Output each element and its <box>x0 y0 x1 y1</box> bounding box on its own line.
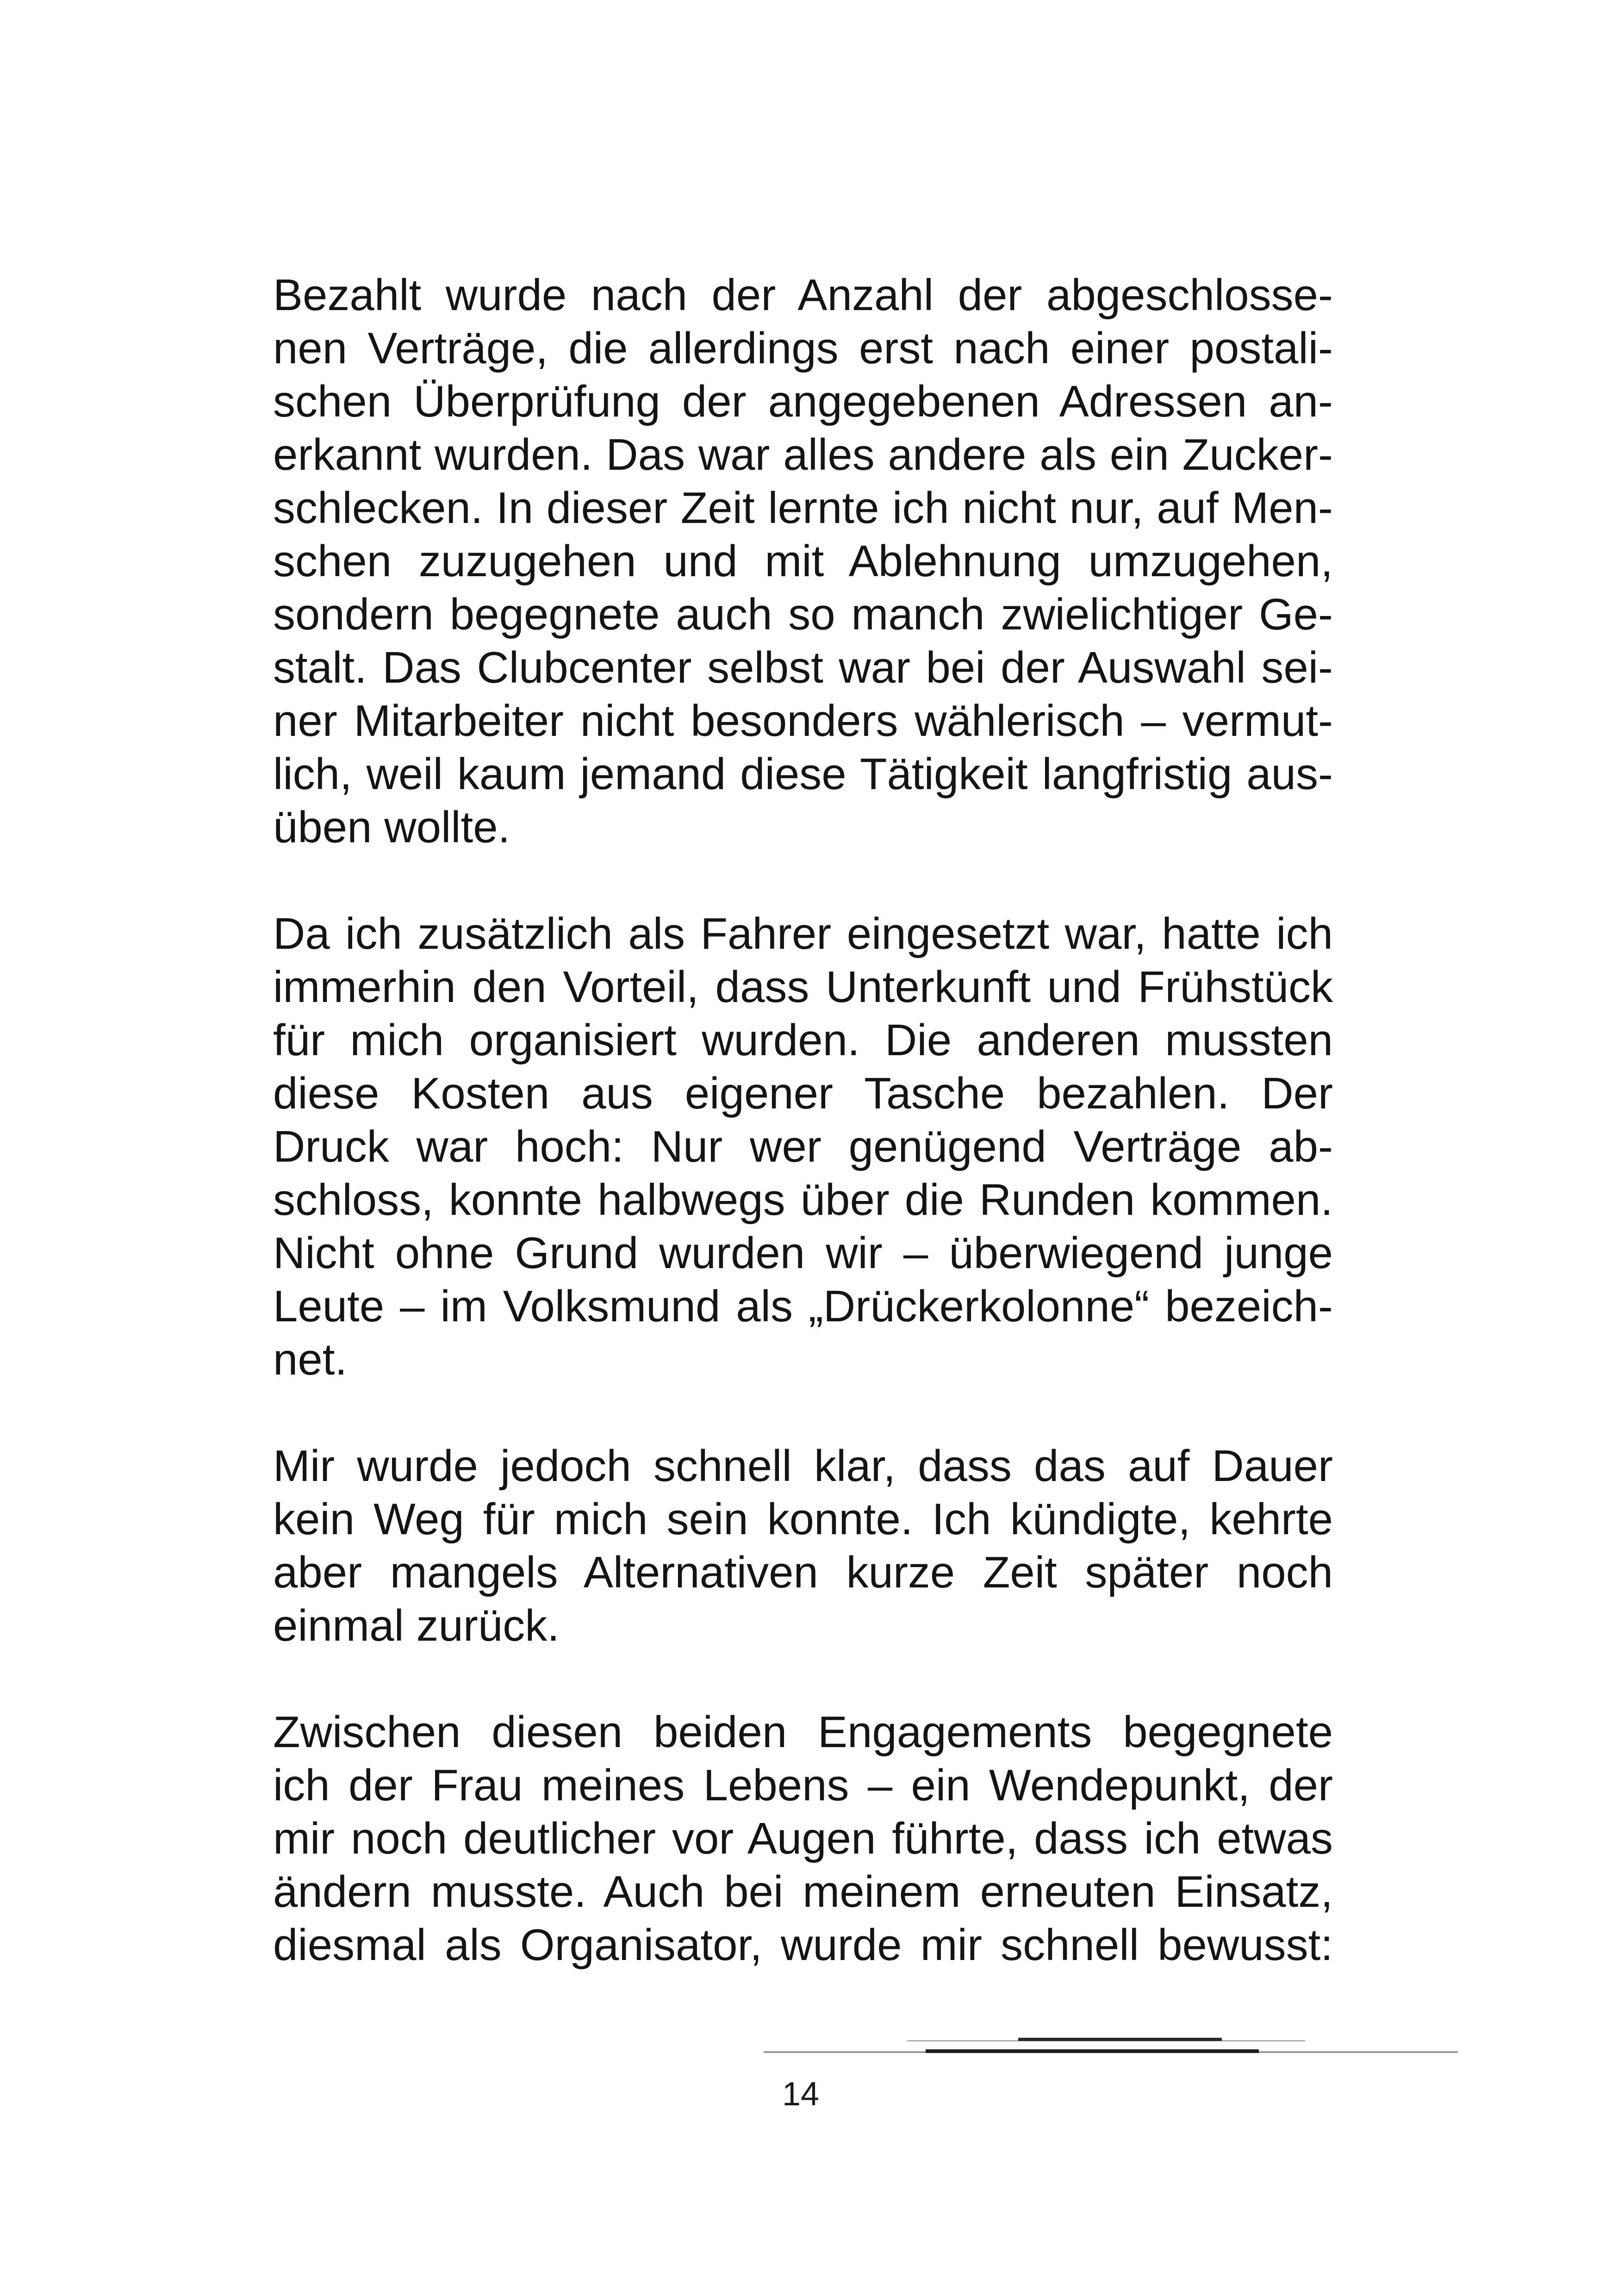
text-line: diesmal als Organisator, wurde mir schnell bewusst: <box>273 1920 1333 1970</box>
text-line: sondern begegnete auch so manch zwielichtiger Ge- <box>273 590 1333 639</box>
text-line: üben wollte. <box>273 803 510 852</box>
footer-divider <box>926 2049 1259 2053</box>
text-line: Mir wurde jedoch schnell klar, dass das auf Dauer <box>273 1441 1333 1491</box>
text-line: kein Weg für mich sein konnte. Ich kündigte, kehrte <box>273 1494 1333 1544</box>
text-line: ändern musste. Auch bei meinem erneuten Einsatz, <box>273 1867 1333 1916</box>
text-line: Nicht ohne Grund wurden wir – überwiegend junge <box>273 1228 1333 1278</box>
paragraph-3 <box>273 1439 1333 1652</box>
text-line: mir noch deutlicher vor Augen führte, dass ich etwas <box>273 1814 1333 1863</box>
paragraph-1 <box>273 268 1333 854</box>
body-text <box>273 268 1333 1972</box>
text-line: Da ich zusätzlich als Fahrer eingesetzt war, hatte ich <box>273 909 1333 958</box>
text-line: Druck war hoch: Nur wer genügend Verträge ab- <box>273 1122 1333 1171</box>
text-line: Zwischen diesen beiden Engagements begegnete <box>273 1707 1333 1757</box>
text-line: für mich organisiert wurden. Die anderen mussten <box>273 1015 1333 1065</box>
text-line: erkannt wurden. Das war alles andere als ein Zucker- <box>273 430 1333 479</box>
text-line: nen Verträge, die allerdings erst nach einer postali- <box>273 324 1333 373</box>
paragraph-2 <box>273 907 1333 1386</box>
text-line: Leute – im Volksmund als „Drückerkolonne“ bezeich- <box>273 1282 1333 1331</box>
page-number: 14 <box>782 2076 820 2113</box>
text-line: schlecken. In dieser Zeit lernte ich nicht nur, auf Men- <box>273 483 1333 533</box>
footer-divider <box>1018 2038 1222 2041</box>
text-line: einmal zurück. <box>273 1601 560 1650</box>
text-line: schen Überprüfung der angegebenen Adressen an- <box>273 377 1333 426</box>
text-line: net. <box>273 1335 348 1384</box>
paragraph-4 <box>273 1705 1333 1972</box>
text-line: Bezahlt wurde nach der Anzahl der abgeschlosse- <box>273 270 1333 320</box>
text-line: schen zuzugehen und mit Ablehnung umzugehen, <box>273 536 1333 586</box>
text-line: immerhin den Vorteil, dass Unterkunft und Frühstück <box>273 962 1333 1012</box>
text-line: lich, weil kaum jemand diese Tätigkeit langfristig aus- <box>273 749 1333 799</box>
text-line: ner Mitarbeiter nicht besonders wählerisch – vermut- <box>273 696 1333 746</box>
text-line: stalt. Das Clubcenter selbst war bei der Auswahl sei- <box>273 643 1333 692</box>
text-line: aber mangels Alternativen kurze Zeit später noch <box>273 1548 1333 1597</box>
text-line: ich der Frau meines Lebens – ein Wendepunkt, der <box>273 1761 1333 1810</box>
text-line: diese Kosten aus eigener Tasche bezahlen. Der <box>273 1069 1333 1118</box>
text-line: schloss, konnte halbwegs über die Runden kommen. <box>273 1175 1333 1225</box>
